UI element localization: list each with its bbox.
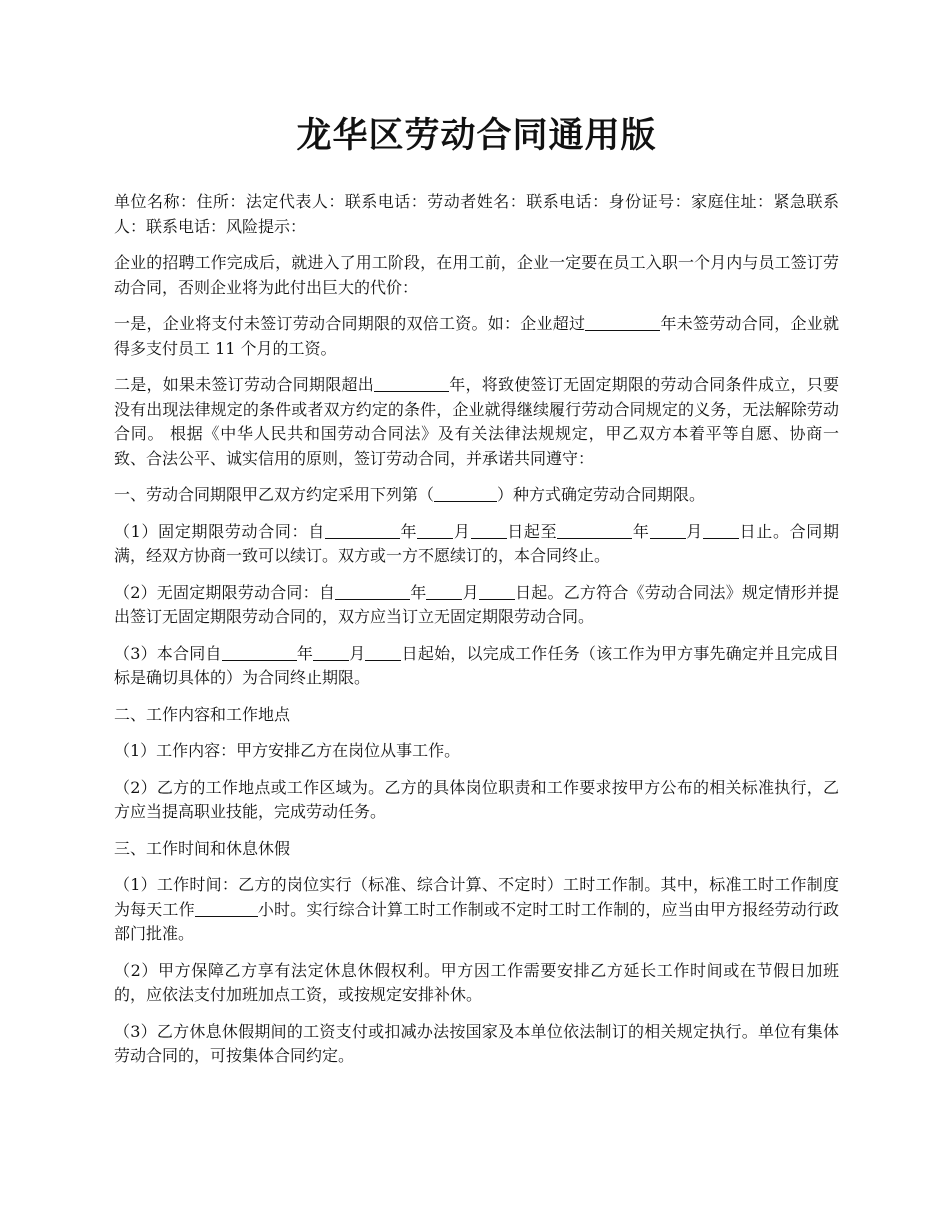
section-one-heading [114,483,839,508]
text-run: 一、劳动合同期限甲乙双方约定采用下列第（ [114,485,435,504]
text-run: 年 [296,643,314,663]
text-run: 月 [685,521,703,541]
document-title: 龙华区劳动合同通用版 [296,115,657,156]
leave-pay-clause: （3）乙方休息休假期间的工资支付或扣减办法按国家及本单位依法制订的相关规定执行。单位有集体劳动合同的，可按集体合同约定。 [114,1021,839,1065]
text-run: 年 [410,582,427,602]
risk-point-one [114,312,839,361]
text-run: 日起至 [506,521,558,541]
fixed-term-clause [114,520,839,569]
document-body [114,110,839,1081]
fill-blank [374,375,449,392]
fill-blank [195,900,258,917]
fill-blank [479,583,515,600]
text-run: 年未签劳动合同，企业就得多支付员工 11 个月的工资。 [114,314,839,358]
text-run: 年，将致使签订无固定期限的劳动合同条件成立，只要没有出现法律规定的条件或者双方约定的条件，企业就得继续履行劳动合同规定的义务，无法解除劳动合同。 根据《中华人民共和国劳动合同法》及有关法律法规规定，甲乙双方本着平等自愿、协商一致、合法公平、诚实信用的原则，签订劳动合同，并承诺共同遵守： [114,375,839,468]
fill-blank [426,583,462,600]
text-run: 一是，企业将支付未签订劳动合同期限的双倍工资。如：企业超过 [114,314,586,333]
fill-blank [335,583,410,600]
text-run: （1）工作时间：乙方的岗位实行（标准、综合计算、不定时）工时工作制。其中，标准工时工作制度为每天工作 [114,875,839,919]
fill-blank [222,644,297,661]
text-run: ）种方式确定劳动合同期限。 [497,485,706,504]
rest-leave-clause: （2）甲方保障乙方享有法定休息休假权利。甲方因工作需要安排乙方延长工作时间或在节假日加班的，应依法支付加班加点工资，或按规定安排补休。 [114,960,839,1004]
text-run: 二是，如果未签订劳动合同期限超出 [114,375,374,394]
task-term-clause [114,642,839,691]
section-three-heading: 三、工作时间和休息休假 [114,838,291,858]
open-term-clause [114,581,839,630]
fill-blank [417,522,453,539]
fill-blank [557,522,632,539]
work-location-clause: （2）乙方的工作地点或工作区域为。乙方的具体岗位职责和工作要求按甲方公布的相关标准执行，乙方应当提高职业技能，完成劳动任务。 [114,777,839,821]
text-run: （3）本合同自 [114,643,222,663]
fill-blank [434,485,497,502]
text-run: （2）无固定期限劳动合同：自 [114,582,336,602]
text-run: 小时。实行综合计算工时工作制或不定时工时工作制的，应当由甲方报经劳动行政部门批准。 [114,899,839,943]
risk-intro-paragraph: 企业的招聘工作完成后，就进入了用工阶段，在用工前，企业一定要在员工入职一个月内与员工签订劳动合同，否则企业将为此付出巨大的代价： [114,253,839,297]
risk-point-two [114,373,839,471]
party-info-fields: 单位名称：住所：法定代表人：联系电话：劳动者姓名：联系电话：身份证号：家庭住址：紧急联系人：联系电话：风险提示： [114,192,839,236]
text-run: 日止。合同期满，经双方协商一致可以续订。双方或一方不愿续订的，本合同终止。 [114,521,839,565]
fill-blank [650,522,686,539]
section-two-heading: 二、工作内容和工作地点 [114,704,291,724]
text-run: 月 [349,643,366,663]
job-content-clause: （1）工作内容：甲方安排乙方在岗位从事工作。 [114,741,461,760]
text-run: 年 [399,521,418,541]
fill-blank [325,522,400,539]
fill-blank [585,314,660,331]
text-run: 日起始，以完成工作任务（该工作为甲方事先确定并且完成目标是确切具体的）为合同终止期限。 [114,643,839,687]
text-run: 日起。乙方符合《劳动合同法》规定情形并提出签订无固定期限劳动合同的，双方应当订立无固定期限劳动合同。 [114,582,839,626]
fill-blank [365,644,401,661]
text-run: （1）固定期限劳动合同：自 [114,521,325,541]
text-run: 年 [632,521,650,541]
working-hours-clause [114,873,839,947]
fill-blank [313,644,349,661]
text-run: 月 [453,521,471,541]
fill-blank [471,522,507,539]
text-run: 月 [462,582,479,602]
fill-blank [703,522,739,539]
